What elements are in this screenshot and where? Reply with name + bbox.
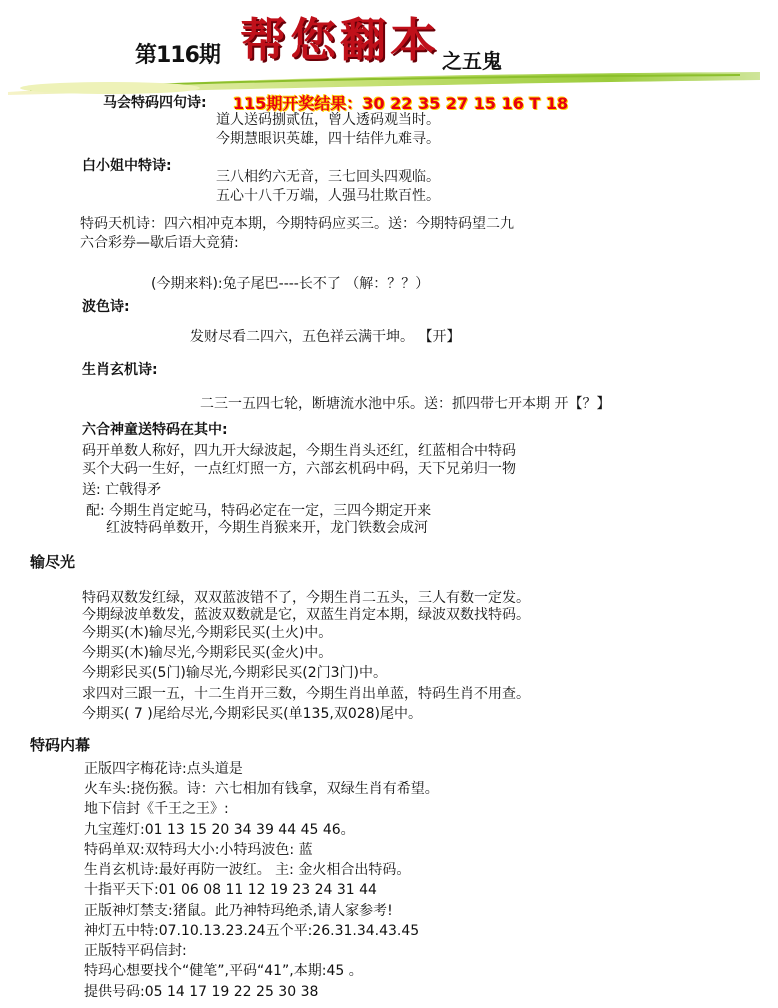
- lose-line-5: 今期彩民买(5门)输尽光,今期彩民买(2门3门)中。: [82, 665, 388, 681]
- inner-line-1: 正版四字梅花诗:点头道是: [84, 761, 243, 777]
- inner-info-title: 特码内幕: [30, 736, 91, 754]
- riddle-title: 六合彩券—歇后语大竞猜:: [80, 235, 239, 251]
- god-child-line-1: 码开单数人称好，四九开大绿波起，今期生肖头还红，红蓝相合中特码: [82, 443, 516, 459]
- inner-line-11: 特玛心想要找个“健笔”,平码“41”,本期:45 。: [84, 963, 363, 979]
- god-child-line-4: 配: 今期生肖定蛇马，特码必定在一定，三四今期定开来: [86, 503, 432, 519]
- horse-poem-line-1: 道人送码捌贰伍，曾人透码观当时。: [216, 112, 440, 128]
- inner-line-6: 生肖玄机诗:最好再防一波红。 主: 金火相合出特码。: [84, 862, 411, 878]
- zodiac-poem-line: 二三一五四七轮，断塘流水池中乐。送：抓四带七开本期 开【？】: [200, 396, 611, 412]
- tianji-poem-line: 特码天机诗：四六相冲克本期，今期特码应买三。送：今期特码望二九: [80, 216, 514, 232]
- god-child-gift: 送: 亡戟得矛: [82, 482, 162, 498]
- page-subtitle: 之五鬼: [442, 49, 502, 73]
- lady-poem-line-2: 五心十八千万端，人强马壮欺百性。: [216, 188, 440, 204]
- god-child-line-5: 红波特码单数开，今期生肖猴来开，龙门铁数会成河: [106, 520, 428, 536]
- lady-poem-label: 白小姐中特诗:: [82, 158, 172, 174]
- lose-line-7: 今期买( 7 )尾给尽光,今期彩民买(单135,双028)尾中。: [82, 706, 422, 722]
- draw-result-banner: 115期开奖结果：30 22 35 27 15 16 T 18: [233, 94, 569, 113]
- inner-line-12: 提供号码:05 14 17 19 22 25 30 38: [84, 984, 319, 1000]
- inner-line-7: 十指平天下:01 06 08 11 12 19 23 24 31 44: [84, 882, 377, 898]
- inner-line-2: 火车头:挠伤猴。诗：六七相加有钱拿，双绿生肖有希望。: [84, 781, 439, 797]
- header-banner: [0, 0, 778, 95]
- zodiac-poem-label: 生肖玄机诗:: [82, 362, 158, 378]
- lady-poem-line-1: 三八相约六无音，三七回头四观临。: [216, 169, 440, 185]
- lose-line-6: 求四对三跟一五，十二生肖开三数，今期生肖出单蓝，特码生肖不用查。: [82, 686, 530, 702]
- horse-poem-line-2: 今期慧眼识英雄，四十结伴九难寻。: [216, 131, 440, 147]
- inner-line-5: 特码单双:双特玛大小:小特玛波色: 蓝: [84, 842, 313, 858]
- inner-line-4: 九宝莲灯:01 13 15 20 34 39 44 45 46。: [84, 822, 355, 838]
- lose-line-2: 今期绿波单数发，蓝波双数就是它，双蓝生肖定本期，绿波双数找特码。: [82, 607, 530, 623]
- horse-poem-label: 马会特码四句诗:: [103, 95, 207, 111]
- lose-line-4: 今期买(木)输尽光,今期彩民买(金火)中。: [82, 645, 333, 661]
- god-child-line-2: 买个大码一生好，一点红灯照一方，六部玄机码中码，天下兄弟归一物: [82, 461, 516, 477]
- page-title: 帮您翻本: [240, 13, 440, 67]
- riddle-text: (今期来料):兔子尾巴----长不了 （解：？？）: [151, 276, 430, 292]
- wave-poem-label: 波色诗:: [82, 299, 130, 315]
- issue-number: 第116期: [135, 43, 220, 68]
- inner-line-8: 正版神灯禁支:猪鼠。此乃神特玛绝杀,请人家参考!: [84, 903, 393, 919]
- wave-poem-line: 发财尽看二四六，五色祥云满干坤。 【开】: [190, 329, 461, 345]
- god-child-label: 六合神童送特码在其中:: [82, 422, 228, 438]
- lose-line-1: 特码双数发红绿，双双蓝波错不了，今期生肖二五头，三人有数一定发。: [82, 590, 530, 606]
- inner-line-10: 正版特平码信封:: [84, 943, 187, 959]
- inner-line-3: 地下信封《千王之王》:: [84, 801, 229, 817]
- inner-line-9: 神灯五中特:07.10.13.23.24五个平:26.31.34.43.45: [84, 923, 420, 939]
- lose-line-3: 今期买(木)输尽光,今期彩民买(土火)中。: [82, 625, 333, 641]
- lose-all-title: 输尽光: [30, 553, 76, 571]
